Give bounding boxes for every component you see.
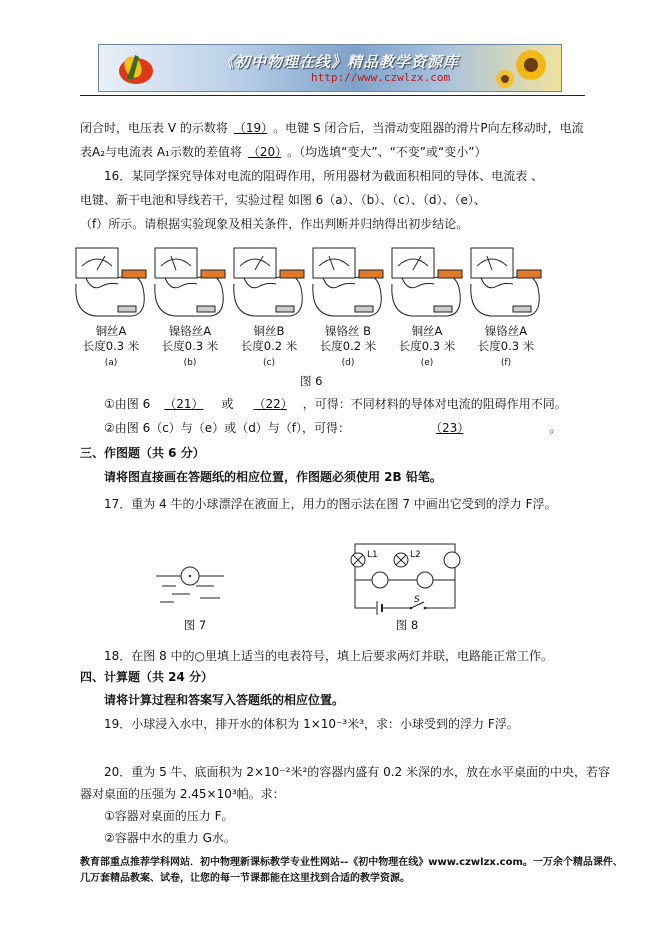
q16-line2: 电键、新干电池和导线若干，实验过程 如图 6（a）、（b）、（c）、（d）、（e）、 bbox=[80, 193, 486, 207]
panel-tag-label: (b) bbox=[183, 358, 197, 368]
battery-icon bbox=[359, 270, 383, 278]
blank-22: （22） bbox=[253, 397, 287, 411]
q16-sub1-text: ①由图 6 bbox=[104, 397, 151, 411]
panel-material-label: 镍铬丝A bbox=[484, 324, 528, 338]
q17-text: 17．重为 4 牛的小球漂浮在液面上，用力的图示法在图 7 中画出它受到的浮力 F浮。 bbox=[104, 497, 557, 511]
q15-text-c: 表A₂与电流表 A₁示数的差值将 bbox=[80, 145, 242, 159]
q16-sub2-text: ②由图 6（c）与（e）或（d）与（f），可得： bbox=[104, 421, 351, 435]
q20-line2: 器对桌面的压强为 2.45×10³帕。求： bbox=[80, 787, 285, 801]
q18-text: 18．在图 8 中的○里填上适当的电表符号，填上后要求两灯并联，电路能正常工作。 bbox=[104, 649, 554, 663]
panel-material-label: 镍铬丝A bbox=[168, 324, 212, 338]
q15-line2 bbox=[80, 144, 486, 160]
site-logo bbox=[113, 49, 159, 87]
header-banner bbox=[98, 44, 562, 92]
figure-6-panel bbox=[467, 244, 545, 370]
switch-icon bbox=[276, 306, 294, 312]
blank-20: （20） bbox=[247, 145, 282, 159]
circuit-sketch bbox=[230, 244, 308, 320]
circuit-sketch bbox=[309, 244, 387, 320]
figure-7-label: 图 7 bbox=[183, 618, 207, 632]
banner-title: 《初中物理在线》精品教学资源库 bbox=[219, 53, 460, 71]
panel-tag-label: (d) bbox=[341, 358, 355, 368]
ammeter-icon bbox=[392, 248, 434, 278]
section-3-heading: 三、作图题（共 6 分） bbox=[80, 446, 205, 460]
section-4-instruction: 请将计算过程和答案写入答题纸的相应位置。 bbox=[104, 693, 345, 707]
circuit-sketch bbox=[388, 244, 466, 320]
panel-material-label: 铜丝A bbox=[411, 324, 443, 338]
fig8-label-L1: L1 bbox=[367, 550, 378, 560]
q16-sub2 bbox=[104, 420, 561, 436]
q16-line3: （f）所示。请根据实验现象及相关条件，作出判断并归纳得出初步结论。 bbox=[80, 217, 469, 231]
q19-text: 19．小球浸入水中，排开水的体积为 1×10⁻³米³，求：小球受到的浮力 F浮。 bbox=[104, 717, 519, 731]
sunflower-decoration bbox=[491, 47, 559, 89]
panel-tag-label: (a) bbox=[104, 358, 118, 368]
q20-sub2: ②容器中水的重力 G水。 bbox=[104, 831, 236, 845]
q16-line1: 16．某同学探究导体对电流的阻碍作用，所用器材为截面积相同的导体、电流表 、 bbox=[104, 169, 544, 183]
q15-text-a: 闭合时，电压表 V 的示数将 bbox=[80, 121, 228, 135]
figure-6-panel bbox=[72, 244, 150, 370]
q16-sub1-or: 或 bbox=[221, 397, 234, 411]
ammeter-icon bbox=[76, 248, 118, 278]
figure-6-label: 图 6 bbox=[300, 374, 323, 388]
figure-8-circuit bbox=[345, 538, 465, 618]
figure-6-panel bbox=[230, 244, 308, 370]
battery-icon bbox=[517, 270, 541, 278]
panel-length-label: 长度0.2 米 bbox=[240, 339, 298, 353]
ammeter-icon bbox=[313, 248, 355, 278]
panel-tag-label: (e) bbox=[420, 358, 434, 368]
blank-19: （19） bbox=[233, 121, 268, 135]
q16-sub1-conclusion: ，可得：不同材料的导体对电流的阻碍作用不同。 bbox=[302, 397, 567, 411]
footer-line1: 教育部重点推荐学科网站．初中物理新课标教学专业性网站--《初中物理在线》www.czwlzx.com。一万余个精品课件、 bbox=[80, 857, 623, 868]
q16-sub2-end: 。 bbox=[549, 421, 562, 435]
figure-6-panel bbox=[151, 244, 229, 370]
banner-url: http://www.czwlzx.com bbox=[311, 71, 451, 84]
section-4-heading: 四、计算题（共 24 分） bbox=[80, 670, 214, 684]
battery-icon bbox=[280, 270, 304, 278]
fig8-label-L2: L2 bbox=[410, 550, 421, 560]
panel-tag-label: (f) bbox=[500, 358, 512, 368]
panel-length-label: 长度0.3 米 bbox=[82, 339, 140, 353]
footer-line2: 几万套精品教案、试卷，让您的每一节课都能在这里找到合适的教学资源。 bbox=[80, 873, 410, 884]
panel-length-label: 长度0.2 米 bbox=[319, 339, 377, 353]
panel-material-label: 铜丝B bbox=[253, 324, 285, 338]
figure-7-drawing bbox=[150, 560, 230, 610]
switch-icon bbox=[197, 306, 215, 312]
ammeter-icon bbox=[471, 248, 513, 278]
q20-sub1: ①容器对桌面的压力 F。 bbox=[104, 809, 234, 823]
battery-icon bbox=[438, 270, 462, 278]
fig8-label-S: S bbox=[414, 595, 420, 605]
blank-23: （23） bbox=[436, 421, 464, 435]
q16-sub1 bbox=[104, 396, 567, 412]
circuit-sketch bbox=[467, 244, 545, 320]
blank-21: （21） bbox=[164, 397, 204, 411]
panel-length-label: 长度0.3 米 bbox=[161, 339, 219, 353]
switch-icon bbox=[355, 306, 373, 312]
q15-text-b: 。电键 S 闭合后，当滑动变阻器的滑片P向左移动时，电流 bbox=[273, 121, 584, 135]
q15-text-d: 。（均选填“变大”、“不变”或“变小”） bbox=[287, 145, 487, 159]
switch-icon bbox=[434, 306, 452, 312]
ammeter-icon bbox=[155, 248, 197, 278]
figure-6-panel bbox=[388, 244, 466, 370]
circuit-sketch bbox=[151, 244, 229, 320]
panel-material-label: 铜丝A bbox=[95, 324, 127, 338]
ammeter-icon bbox=[234, 248, 276, 278]
section-3-instruction: 请将图直接画在答题纸的相应位置，作图题必须使用 2B 铅笔。 bbox=[104, 470, 442, 484]
switch-icon bbox=[513, 306, 531, 312]
panel-tag-label: (c) bbox=[263, 358, 275, 368]
header-rule bbox=[80, 95, 585, 96]
battery-icon bbox=[201, 270, 225, 278]
panel-length-label: 长度0.3 米 bbox=[398, 339, 456, 353]
circuit-sketch bbox=[72, 244, 150, 320]
q20-line1: 20．重为 5 牛、底面积为 2×10⁻²米²的容器内盛有 0.2 米深的水，放在水平桌面的中央，若容 bbox=[104, 765, 610, 779]
panel-length-label: 长度0.3 米 bbox=[477, 339, 535, 353]
figure-6-panel bbox=[309, 244, 387, 370]
figure-8-label: 图 8 bbox=[395, 618, 419, 632]
panel-material-label: 镍铬丝 B bbox=[324, 324, 372, 338]
battery-icon bbox=[122, 270, 146, 278]
switch-icon bbox=[118, 306, 136, 312]
q15-line1 bbox=[80, 120, 584, 136]
